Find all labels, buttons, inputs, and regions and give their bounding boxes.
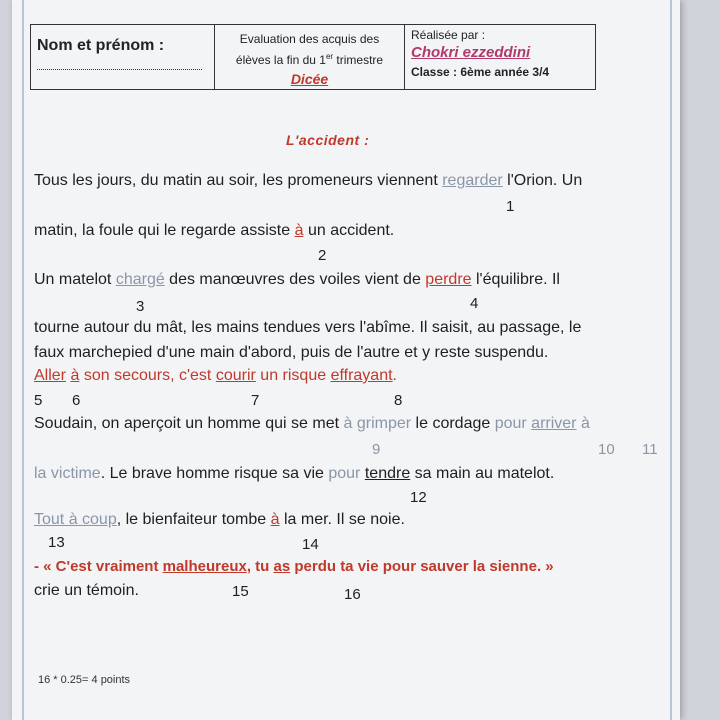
author-name: Chokri ezzeddini <box>411 44 531 61</box>
class-label: Classe : 6ème année 3/4 <box>411 65 550 79</box>
text-segment: , tu <box>246 558 274 575</box>
word-number: 16 <box>344 586 361 603</box>
word-number: 15 <box>232 583 249 600</box>
text-line-4: tourne autour du mât, les mains tendues vers l'abîme. Il saisit, au passage, le <box>34 319 582 336</box>
eval-sup: er <box>325 52 334 61</box>
word-number: 7 <box>251 392 260 409</box>
text-line-8 <box>34 465 554 483</box>
word-number: 2 <box>318 247 327 264</box>
margin-line-right <box>670 0 672 720</box>
text-segment: un accident. <box>303 222 395 239</box>
evaluation-cell <box>215 25 405 89</box>
word-number: 10 <box>598 441 615 458</box>
text-line-2 <box>34 222 394 240</box>
target-word: à <box>270 511 280 528</box>
target-word: à <box>294 222 304 239</box>
eval-line-2-end: trimestre <box>333 53 384 67</box>
target-word: malheureux <box>162 558 247 575</box>
text-line-9 <box>34 511 405 529</box>
realised-by-label: Réalisée par : <box>411 28 486 42</box>
text-segment: , le bienfaiteur tombe <box>116 511 271 528</box>
word-number: 4 <box>470 295 479 312</box>
text-line-5: faux marchepied d'une main d'abord, puis de l'autre et y reste suspendu. <box>34 344 549 361</box>
eval-line-1: Evaluation des acquis des <box>239 32 380 46</box>
word-number: 14 <box>302 536 319 553</box>
text-segment: Un matelot <box>34 271 116 288</box>
target-word: à <box>70 367 80 384</box>
name-dotted-line <box>37 69 202 70</box>
text-segment: Soudain, on aperçoit un homme qui se met <box>34 415 344 432</box>
word-number: 11 <box>642 441 658 458</box>
word-number: 13 <box>48 534 65 551</box>
eval-line-2: élèves la fin du 1 <box>235 53 326 67</box>
text-segment: la mer. Il se noie. <box>279 511 405 528</box>
name-cell <box>31 25 215 89</box>
text-segment: le cordage <box>411 415 495 432</box>
word-number: 5 <box>34 392 43 409</box>
text-segment: . <box>392 367 397 384</box>
dictation-label: Dicée <box>290 71 329 87</box>
evaluation-text <box>215 31 404 69</box>
target-word: courir <box>215 367 256 384</box>
text-segment: - « C'est vraiment <box>34 558 163 575</box>
text-segment: un risque <box>255 367 331 384</box>
header-table <box>30 24 596 90</box>
target-word: arriver <box>531 415 577 432</box>
text-segment: perdu ta vie pour sauver la sienne. » <box>290 558 554 575</box>
word-number: 8 <box>394 392 403 409</box>
margin-line-left <box>22 0 24 720</box>
text-line-3 <box>34 271 560 289</box>
target-word: Tout à coup <box>34 511 117 528</box>
word-number: 9 <box>372 441 381 458</box>
text-segment: matin, la foule qui le regarde assiste <box>34 222 295 239</box>
points-footer: 16 * 0.25= 4 points <box>38 674 131 686</box>
word-number: 6 <box>72 392 81 409</box>
text-line-6 <box>34 367 397 385</box>
text-segment: Tous les jours, du matin au soir, les promeneurs viennent <box>34 172 443 189</box>
word-number: 1 <box>506 198 515 215</box>
target-word: as <box>273 558 291 575</box>
text-line-7 <box>34 415 590 433</box>
text-segment: sa main au matelot. <box>410 465 555 482</box>
dictation-title: L'accident : <box>286 132 370 148</box>
text-segment: des manœuvres des voiles vient de <box>164 271 426 288</box>
target-word: Aller <box>34 367 67 384</box>
name-label: Nom et prénom : <box>37 37 165 54</box>
target-word: regarder <box>442 172 503 189</box>
target-word: effrayant <box>330 367 393 384</box>
target-word: chargé <box>115 271 165 288</box>
target-word: perdre <box>425 271 472 288</box>
word-number: 3 <box>136 298 145 315</box>
author-cell <box>405 25 595 89</box>
text-line-11: crie un témoin. <box>34 582 139 599</box>
text-segment: l'Orion. Un <box>502 172 583 189</box>
text-line-10 <box>34 558 554 575</box>
target-word: pour <box>494 415 532 432</box>
target-word: tendre <box>364 465 411 482</box>
text-line-1 <box>34 172 582 190</box>
word-number: 12 <box>410 489 427 506</box>
target-word: à grimper <box>343 415 412 432</box>
text-segment: son secours, c'est <box>79 367 216 384</box>
target-word: à <box>576 415 590 432</box>
target-word: pour <box>328 465 361 482</box>
text-segment: l'équilibre. Il <box>471 271 560 288</box>
target-word: la victime <box>34 465 101 482</box>
text-segment: . Le brave homme risque sa vie <box>100 465 329 482</box>
